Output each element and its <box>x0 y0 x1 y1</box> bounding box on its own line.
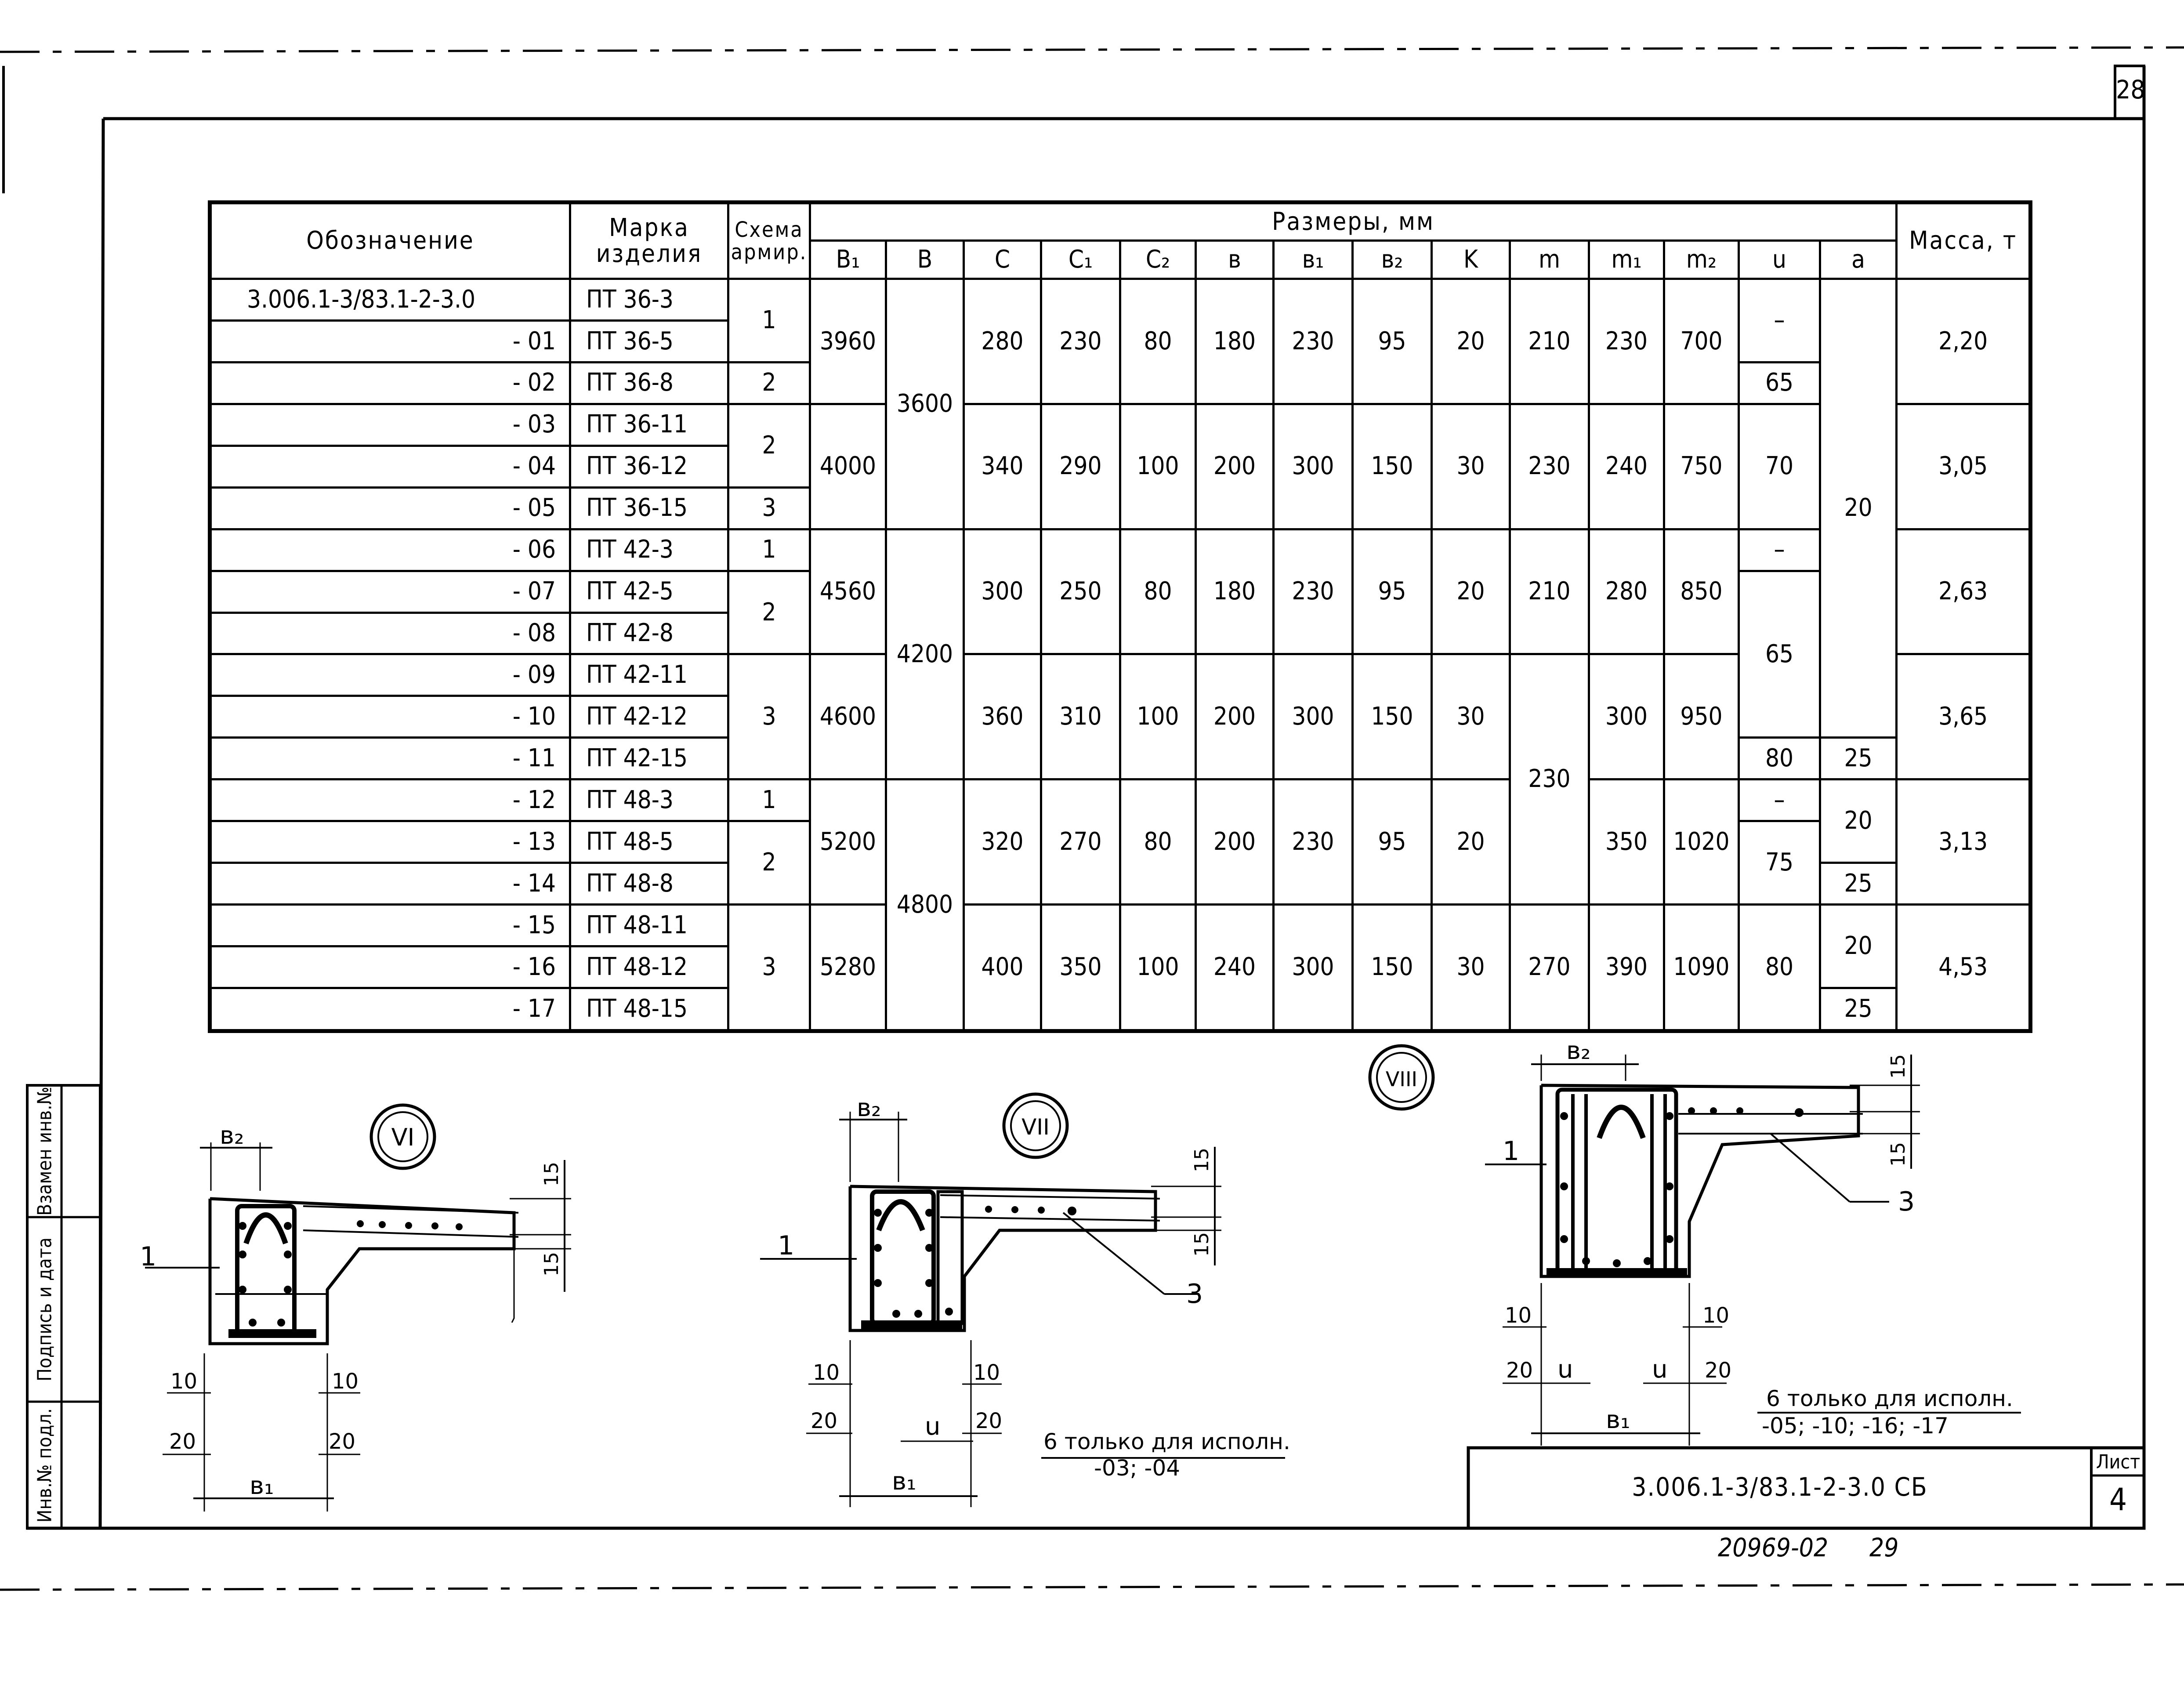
detail-viii-note: 6 только для исполн. <box>1766 1386 2013 1411</box>
v2-cell: 150 <box>1353 654 1432 779</box>
v-cell: 200 <box>1196 404 1274 529</box>
b1-cell: 5280 <box>810 905 886 1031</box>
c1-cell: 250 <box>1041 529 1120 654</box>
a-cell: 20 <box>1820 905 1897 988</box>
mark-cell: ПТ 48-3 <box>570 779 728 821</box>
a-cell: 25 <box>1820 738 1897 779</box>
header-dimensions: Размеры, мм <box>810 203 1897 241</box>
mark-cell: ПТ 36-12 <box>570 446 728 487</box>
detail-viii-10-left: 10 <box>1505 1303 1532 1328</box>
c2-cell: 80 <box>1120 779 1196 905</box>
b1-cell: 4000 <box>810 404 886 529</box>
detail-viii-10-right: 10 <box>1702 1303 1730 1328</box>
mark-cell: ПТ 36-3 <box>570 279 728 321</box>
stamp-vzamen-inv: Взамен инв.№ <box>33 1087 56 1216</box>
detail-vii-10-right: 10 <box>973 1360 1000 1385</box>
detail-viii-label: VIII <box>1385 1067 1418 1091</box>
designation-cell: - 14 <box>210 863 570 905</box>
mark-cell: ПТ 36-5 <box>570 320 728 362</box>
b1-cell: 4600 <box>810 654 886 779</box>
a-cell: 25 <box>1820 988 1897 1031</box>
v1-cell: 230 <box>1274 279 1353 404</box>
k-cell: 30 <box>1432 905 1510 1031</box>
header-c: C <box>964 241 1041 279</box>
detail-vi-10-left: 10 <box>170 1369 198 1394</box>
designation-cell: - 02 <box>210 362 570 404</box>
v1-cell: 300 <box>1274 404 1353 529</box>
detail-viii-u-left: u <box>1557 1355 1573 1384</box>
header-m1: m₁ <box>1589 241 1664 279</box>
designation-cell: - 01 <box>210 320 570 362</box>
m1-cell: 300 <box>1589 654 1664 779</box>
m1-cell: 230 <box>1589 279 1664 404</box>
v1-cell: 230 <box>1274 779 1353 905</box>
scheme-cell: 1 <box>728 279 810 362</box>
header-b: B <box>886 241 964 279</box>
u-cell: – <box>1739 529 1820 571</box>
sheet-number: 4 <box>2109 1482 2127 1518</box>
m-cell: 210 <box>1510 529 1589 654</box>
k-cell: 30 <box>1432 654 1510 779</box>
detail-vi-10-right: 10 <box>332 1369 359 1394</box>
detail-vii-v1: в₁ <box>892 1467 916 1496</box>
header-a: a <box>1820 241 1897 279</box>
detail-vii-note: 6 только для исполн. <box>1043 1429 1290 1454</box>
m2-cell: 950 <box>1664 654 1739 779</box>
u-cell: 75 <box>1739 821 1820 905</box>
sheet-label: Лист <box>2096 1451 2141 1473</box>
c1-cell: 230 <box>1041 279 1120 404</box>
m-cell: 210 <box>1510 279 1589 404</box>
mark-cell: ПТ 42-5 <box>570 571 728 613</box>
v1-cell: 300 <box>1274 905 1353 1031</box>
v-cell: 240 <box>1196 905 1274 1031</box>
detail-vi-v2: в₂ <box>220 1121 244 1150</box>
mark-cell: ПТ 42-3 <box>570 529 728 571</box>
v-cell: 200 <box>1196 779 1274 905</box>
detail-vii-pos1: 1 <box>778 1230 795 1261</box>
scheme-cell: 3 <box>728 487 810 529</box>
scheme-cell: 2 <box>728 404 810 487</box>
v2-cell: 95 <box>1353 279 1432 404</box>
c2-cell: 80 <box>1120 529 1196 654</box>
scheme-cell: 3 <box>728 905 810 1031</box>
c2-cell: 100 <box>1120 404 1196 529</box>
archive-page: 29 <box>1869 1533 1899 1562</box>
b-cell: 4200 <box>886 529 964 779</box>
m2-cell: 850 <box>1664 529 1739 654</box>
c2-cell: 100 <box>1120 905 1196 1031</box>
v-cell: 200 <box>1196 654 1274 779</box>
designation-cell: - 16 <box>210 946 570 988</box>
c-cell: 400 <box>964 905 1041 1031</box>
mass-cell: 2,20 <box>1897 279 2031 404</box>
v2-cell: 95 <box>1353 779 1432 905</box>
m1-cell: 280 <box>1589 529 1664 654</box>
a-cell: 20 <box>1820 279 1897 738</box>
designation-cell: - 03 <box>210 404 570 446</box>
detail-viii-20-left: 20 <box>1506 1358 1533 1383</box>
u-cell: 65 <box>1739 571 1820 738</box>
designation-cell: - 06 <box>210 529 570 571</box>
m1-cell: 390 <box>1589 905 1664 1031</box>
header-mass: Масса, т <box>1897 203 2031 279</box>
detail-vii-note-variants: -03; -04 <box>1094 1455 1181 1481</box>
u-cell: 80 <box>1739 738 1820 779</box>
detail-viii-note-variants: -05; -10; -16; -17 <box>1762 1413 1949 1439</box>
header-mark: Марка изделия <box>570 203 728 279</box>
mark-cell: ПТ 42-11 <box>570 654 728 696</box>
a-cell: 25 <box>1820 863 1897 905</box>
v2-cell: 150 <box>1353 905 1432 1031</box>
header-v1: в₁ <box>1274 241 1353 279</box>
detail-viii-v2: в₂ <box>1566 1037 1591 1065</box>
detail-vii-10-left: 10 <box>813 1360 840 1385</box>
c1-cell: 270 <box>1041 779 1120 905</box>
detail-vii-15-bottom: 15 <box>1191 1232 1213 1257</box>
detail-vi-15-top: 15 <box>540 1162 563 1186</box>
mass-cell: 3,65 <box>1897 654 2031 779</box>
b-cell: 4800 <box>886 779 964 1031</box>
detail-vi-pos1: 1 <box>140 1241 157 1272</box>
detail-vii <box>760 1094 1290 1507</box>
mark-cell: ПТ 36-15 <box>570 487 728 529</box>
c-cell: 300 <box>964 529 1041 654</box>
u-cell: 70 <box>1739 404 1820 529</box>
c-cell: 280 <box>964 279 1041 404</box>
stamp-podpis-data: Подпись и дата <box>33 1237 56 1381</box>
mark-cell: ПТ 42-8 <box>570 613 728 654</box>
v1-cell: 300 <box>1274 654 1353 779</box>
header-c2: C₂ <box>1120 241 1196 279</box>
mark-cell: ПТ 48-8 <box>570 863 728 905</box>
detail-vii-15-top: 15 <box>1191 1148 1213 1172</box>
header-v2: в₂ <box>1353 241 1432 279</box>
designation-cell: - 07 <box>210 571 570 613</box>
header-c1: C₁ <box>1041 241 1120 279</box>
designation-cell: - 17 <box>210 988 570 1031</box>
m1-cell: 350 <box>1589 779 1664 905</box>
scheme-cell: 2 <box>728 362 810 404</box>
designation-cell: 3.006.1-3/83.1-2-3.0 <box>210 279 570 321</box>
u-cell: 65 <box>1739 362 1820 404</box>
header-b1: B₁ <box>810 241 886 279</box>
detail-vii-20-left: 20 <box>811 1409 838 1433</box>
detail-vi-v1: в₁ <box>250 1472 274 1500</box>
c-cell: 320 <box>964 779 1041 905</box>
mass-cell: 4,53 <box>1897 905 2031 1031</box>
mark-cell: ПТ 36-11 <box>570 404 728 446</box>
b1-cell: 5200 <box>810 779 886 905</box>
designation-cell: - 12 <box>210 779 570 821</box>
mark-cell: ПТ 48-15 <box>570 988 728 1031</box>
title-block-code: 3.006.1-3/83.1-2-3.0 СБ <box>1632 1472 1928 1502</box>
designation-cell: - 04 <box>210 446 570 487</box>
m2-cell: 1090 <box>1664 905 1739 1031</box>
m-cell: 230 <box>1510 404 1589 529</box>
detail-vi-20-left: 20 <box>169 1429 196 1454</box>
m-cell: 230 <box>1510 654 1589 905</box>
mark-cell: ПТ 48-5 <box>570 821 728 863</box>
mark-cell: ПТ 36-8 <box>570 362 728 404</box>
archive-number: 20969-02 <box>1718 1533 1829 1562</box>
stamp-inv-podl: Инв.№ подл. <box>33 1408 56 1523</box>
header-scheme: Схема армир. <box>728 203 810 279</box>
header-designation: Обозначение <box>210 203 570 279</box>
scheme-cell: 2 <box>728 821 810 905</box>
mark-cell: ПТ 48-11 <box>570 905 728 946</box>
a-cell: 20 <box>1820 779 1897 863</box>
detail-viii-15-top: 15 <box>1887 1054 1909 1079</box>
v1-cell: 230 <box>1274 529 1353 654</box>
designation-cell: - 08 <box>210 613 570 654</box>
u-cell: – <box>1739 279 1820 362</box>
header-u: u <box>1739 241 1820 279</box>
m2-cell: 750 <box>1664 404 1739 529</box>
v2-cell: 150 <box>1353 404 1432 529</box>
detail-vii-label: VII <box>1021 1114 1050 1140</box>
detail-viii <box>1370 1037 2021 1446</box>
m2-cell: 1020 <box>1664 779 1739 905</box>
detail-viii-u-right: u <box>1652 1355 1668 1384</box>
mark-cell: ПТ 42-15 <box>570 738 728 779</box>
b1-cell: 4560 <box>810 529 886 654</box>
c1-cell: 310 <box>1041 654 1120 779</box>
header-v: в <box>1196 241 1274 279</box>
detail-vii-u: u <box>925 1412 941 1441</box>
scheme-cell: 3 <box>728 654 810 779</box>
c-cell: 360 <box>964 654 1041 779</box>
k-cell: 20 <box>1432 279 1510 404</box>
detail-viii-pos1: 1 <box>1503 1136 1520 1167</box>
designation-cell: - 10 <box>210 696 570 738</box>
k-cell: 30 <box>1432 404 1510 529</box>
detail-vii-v2: в₂ <box>857 1094 881 1122</box>
scheme-cell: 1 <box>728 779 810 821</box>
v-cell: 180 <box>1196 279 1274 404</box>
detail-vi-20-right: 20 <box>329 1429 356 1454</box>
scheme-cell: 1 <box>728 529 810 571</box>
k-cell: 20 <box>1432 529 1510 654</box>
c2-cell: 80 <box>1120 279 1196 404</box>
detail-vi <box>140 1105 571 1512</box>
header-k: K <box>1432 241 1510 279</box>
detail-vii-pos3: 3 <box>1186 1279 1203 1309</box>
mark-cell: ПТ 42-12 <box>570 696 728 738</box>
c2-cell: 100 <box>1120 654 1196 779</box>
mass-cell: 3,05 <box>1897 404 2031 529</box>
mass-cell: 3,13 <box>1897 779 2031 905</box>
m2-cell: 700 <box>1664 279 1739 404</box>
b1-cell: 3960 <box>810 279 886 404</box>
detail-viii-v1: в₁ <box>1606 1406 1630 1434</box>
designation-cell: - 05 <box>210 487 570 529</box>
detail-vi-15-bottom: 15 <box>540 1252 563 1276</box>
header-m2: m₂ <box>1664 241 1739 279</box>
mark-cell: ПТ 48-12 <box>570 946 728 988</box>
m-cell: 270 <box>1510 905 1589 1031</box>
v2-cell: 95 <box>1353 529 1432 654</box>
u-cell: 80 <box>1739 905 1820 1031</box>
detail-vi-label: VI <box>391 1124 415 1151</box>
scheme-cell: 2 <box>728 571 810 654</box>
detail-viii-15-bottom: 15 <box>1887 1142 1909 1167</box>
c1-cell: 290 <box>1041 404 1120 529</box>
k-cell: 20 <box>1432 779 1510 905</box>
v-cell: 180 <box>1196 529 1274 654</box>
c1-cell: 350 <box>1041 905 1120 1031</box>
designation-cell: - 09 <box>210 654 570 696</box>
c-cell: 340 <box>964 404 1041 529</box>
b-cell: 3600 <box>886 279 964 529</box>
mass-cell: 2,63 <box>1897 529 2031 654</box>
detail-viii-20-right: 20 <box>1705 1358 1732 1383</box>
designation-cell: - 13 <box>210 821 570 863</box>
detail-vii-20-right: 20 <box>975 1409 1003 1433</box>
detail-viii-pos3: 3 <box>1898 1186 1915 1217</box>
header-m: m <box>1510 241 1589 279</box>
designation-cell: - 15 <box>210 905 570 946</box>
u-cell: – <box>1739 779 1820 821</box>
designation-cell: - 11 <box>210 738 570 779</box>
m1-cell: 240 <box>1589 404 1664 529</box>
page-number-top: 28 <box>2116 75 2145 105</box>
